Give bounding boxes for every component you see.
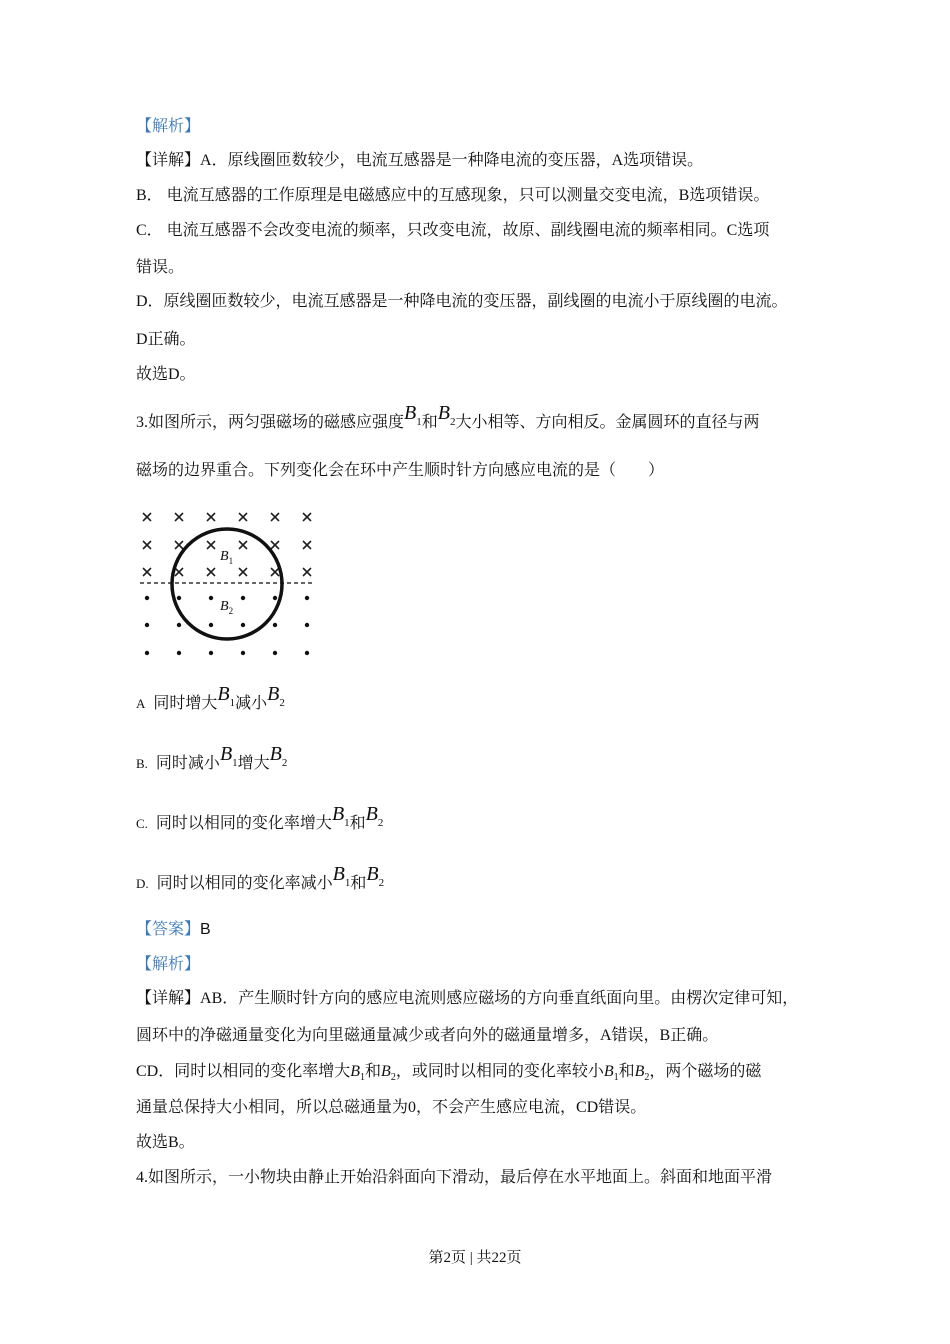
dot-icon xyxy=(305,623,309,627)
dot-icon xyxy=(241,623,245,627)
cross-icon xyxy=(303,541,311,549)
cross-icon xyxy=(271,513,279,521)
detail-line: C． 电流互感器不会改变电流的频率，只改变电流，故原、副线圈电流的频率相同。C选项 xyxy=(136,222,770,239)
subscript: 2 xyxy=(390,1072,396,1084)
dot-icon xyxy=(177,651,181,655)
detail-line: 通量总保持大小相同，所以总磁通量为0，不会产生感应电流，CD错误。 xyxy=(136,1099,647,1116)
label-b2 xyxy=(220,599,233,616)
dot-icon xyxy=(273,596,277,600)
dot-icon xyxy=(241,596,245,600)
conclusion-line: 故选B。 xyxy=(136,1134,195,1151)
var-b: B xyxy=(217,683,230,705)
subscript: 2 xyxy=(281,757,288,769)
dot-icon xyxy=(145,623,149,627)
cross-icon xyxy=(303,513,311,521)
page-footer: 第2页 | 共22页 xyxy=(428,1250,522,1266)
option-text: 和 xyxy=(350,875,367,892)
var-b: B xyxy=(331,803,345,825)
analysis-label: 【解析】 xyxy=(136,118,201,135)
question-3-line-2: 磁场的边界重合。下列变化会在环中产生顺时针方向感应电流的是（ ） xyxy=(136,462,665,479)
detail-line: 错误。 xyxy=(136,259,185,276)
subscript: 1 xyxy=(344,817,350,829)
var-b1 xyxy=(603,1063,619,1084)
question-text: 3.如图所示，两匀强磁场的磁感应强度 xyxy=(136,414,405,431)
detail-text: ，或同时以相同的变化率较小 xyxy=(395,1063,604,1080)
var-b1 xyxy=(350,1063,366,1084)
var-b: B xyxy=(267,683,280,705)
subscript: 1 xyxy=(232,757,238,769)
option-d xyxy=(136,863,385,895)
cross-icon xyxy=(303,568,311,576)
dot-icon xyxy=(273,651,277,655)
cross-icon xyxy=(207,541,215,549)
dot-icon xyxy=(273,623,277,627)
cross-icon xyxy=(239,541,247,549)
cross-icon xyxy=(271,541,279,549)
cross-icon xyxy=(239,568,247,576)
cross-icon xyxy=(271,568,279,576)
dot-icon xyxy=(209,596,213,600)
dot-icon xyxy=(305,651,309,655)
var-b: B xyxy=(381,1063,391,1080)
subscript: 2 xyxy=(279,697,285,709)
cross-icon xyxy=(207,513,215,521)
question-4-line-1: 4.如图所示，一小物块由静止开始沿斜面向下滑动，最后停在水平地面上。斜面和地面平滑 xyxy=(136,1169,773,1186)
analysis-label: 【解析】 xyxy=(136,956,201,973)
detail-label: 【详解】 xyxy=(136,152,201,169)
var-b: B xyxy=(437,402,450,424)
subscript: 1 xyxy=(344,877,351,889)
option-c xyxy=(136,803,384,835)
detail-text: ，两个磁场的磁 xyxy=(649,1063,762,1080)
subscript: 1 xyxy=(360,1072,366,1084)
option-prefix: D. xyxy=(136,876,149,891)
cross-icon xyxy=(175,568,183,576)
conclusion-line: 故选D。 xyxy=(136,366,196,383)
var-b2 xyxy=(634,1063,650,1084)
option-text: 同时增大 xyxy=(153,695,218,712)
label-b1 xyxy=(220,549,233,566)
dot-icon xyxy=(177,623,181,627)
dot-icon xyxy=(209,623,213,627)
detail-line xyxy=(136,151,703,171)
cross-icon xyxy=(143,541,151,549)
detail-text: CD．同时以相同的变化率增大 xyxy=(136,1063,351,1080)
dot-icon xyxy=(241,651,245,655)
subscript: 1 xyxy=(229,697,236,709)
option-prefix: C. xyxy=(136,816,148,831)
detail-text: 和 xyxy=(365,1063,382,1080)
subscript: 2 xyxy=(378,877,385,889)
var-b: B xyxy=(603,1063,614,1080)
question-3-line-1 xyxy=(136,402,760,434)
option-text: 和 xyxy=(349,815,366,832)
subscript: 2 xyxy=(449,416,456,428)
dot-icon xyxy=(145,596,149,600)
field-svg xyxy=(136,505,321,665)
label-var: B xyxy=(220,549,229,564)
detail-line: D．原线圈匝数较少，电流互感器是一种降电流的变压器，副线圈的电流小于原线圈的电流。 xyxy=(136,293,788,310)
option-text: 同时以相同的变化率增大 xyxy=(155,815,332,832)
cross-icon xyxy=(175,541,183,549)
var-b: B xyxy=(366,863,379,885)
answer-value: B xyxy=(200,921,211,938)
dot-icon xyxy=(305,596,309,600)
var-b: B xyxy=(332,863,345,885)
cross-icon xyxy=(175,513,183,521)
var-b: B xyxy=(269,743,282,765)
cross-icon xyxy=(239,513,247,521)
question-text: 和 xyxy=(421,414,438,431)
detail-text: A．原线圈匝数较少，电流互感器是一种降电流的变压器，A选项错误。 xyxy=(200,152,704,169)
detail-line: B． 电流互感器的工作原理是电磁感应中的互感现象，只可以测量交变电流，B选项错误。 xyxy=(136,187,770,204)
label-sub: 2 xyxy=(228,605,234,616)
detail-line xyxy=(136,989,798,1009)
var-b: B xyxy=(350,1063,361,1080)
detail-line xyxy=(136,1062,761,1088)
answer-label: 【答案】 xyxy=(136,921,201,938)
var-b: B xyxy=(404,402,417,424)
option-b xyxy=(136,743,288,775)
option-text: 增大 xyxy=(237,755,270,772)
var-b: B xyxy=(365,803,378,825)
var-b2 xyxy=(381,1063,396,1084)
answer-line xyxy=(136,920,211,940)
subscript: 1 xyxy=(416,416,422,428)
detail-line: D正确。 xyxy=(136,331,196,348)
metal-ring xyxy=(172,529,282,639)
dot-icon xyxy=(177,596,181,600)
subscript: 2 xyxy=(377,817,384,829)
dot-icon xyxy=(209,651,213,655)
magnetic-field-diagram xyxy=(136,505,321,665)
detail-text: 和 xyxy=(618,1063,635,1080)
cross-icon xyxy=(143,513,151,521)
cross-icon xyxy=(143,568,151,576)
var-b: B xyxy=(634,1063,645,1080)
cross-icon xyxy=(207,568,215,576)
subscript: 1 xyxy=(613,1072,619,1084)
detail-label: 【详解】 xyxy=(136,990,201,1007)
question-text: 大小相等、方向相反。金属圆环的直径与两 xyxy=(455,414,760,431)
dot-icon xyxy=(145,651,149,655)
detail-line: 圆环中的净磁通量变化为向里磁通量减少或者向外的磁通量增多，A错误，B正确。 xyxy=(136,1027,719,1044)
option-text: 减小 xyxy=(235,695,268,712)
option-text: 同时以相同的变化率减小 xyxy=(156,875,333,892)
option-prefix: A xyxy=(136,696,146,711)
var-b: B xyxy=(219,743,233,765)
option-a xyxy=(136,683,285,715)
label-var: B xyxy=(220,599,229,614)
detail-text: AB．产生顺时针方向的感应电流则感应磁场的方向垂直纸面向里。由楞次定律可知， xyxy=(200,990,799,1007)
option-text: 同时减小 xyxy=(155,755,220,772)
option-prefix: B. xyxy=(136,756,148,771)
subscript: 2 xyxy=(644,1072,650,1084)
label-sub: 1 xyxy=(228,555,234,566)
